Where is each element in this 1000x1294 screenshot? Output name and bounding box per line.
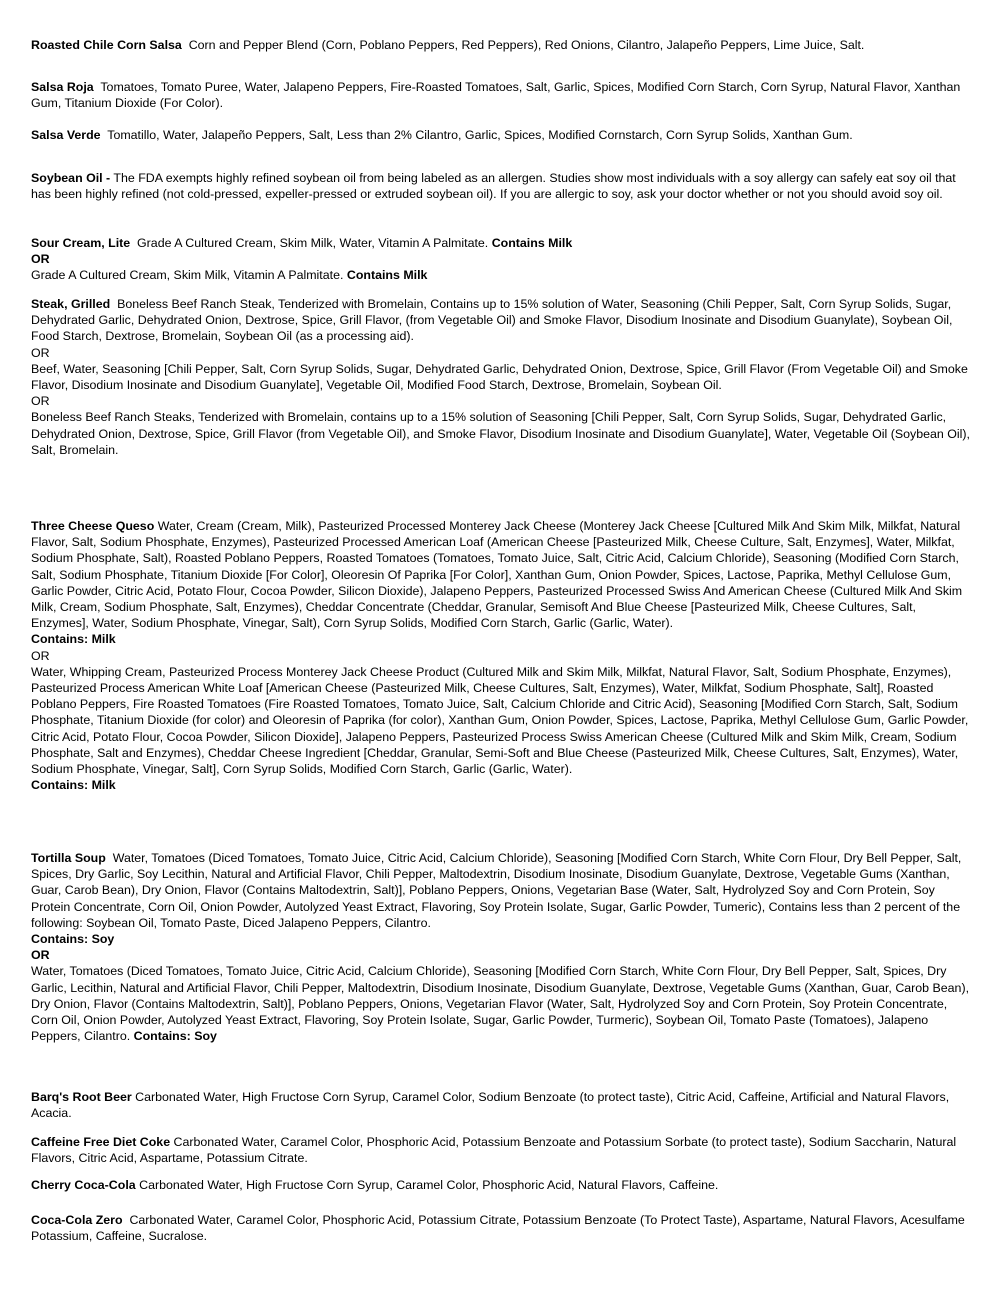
entry-tortilla-soup (31, 850, 971, 1044)
allergen-statement: Contains: Milk (31, 632, 116, 647)
or-separator: OR (31, 394, 50, 409)
entry-ingredients: Carbonated Water, Caramel Color, Phosphoric Acid, Potassium Citrate, Potassium Benzoate (To Protect Taste), Aspartame, Natural Flavors, Acesulfame Potassium, Caffeine, Sucralose. (31, 1213, 965, 1244)
entry-name: Soybean Oil - (31, 171, 111, 185)
entry-caffeine-free-diet-coke (31, 1134, 971, 1166)
allergen-statement: Contains: Milk (31, 778, 116, 793)
entry-sour-cream-lite (31, 235, 971, 284)
entry-three-cheese-queso (31, 518, 971, 793)
entry-ingredients: Beef, Water, Seasoning [Chili Pepper, Salt, Corn Syrup Solids, Sugar, Dehydrated Garlic, Dehydrated Onion, Dextrose, Spice, Grill Flavor (From Vegetable Oil) and Smoke Flavor, Disodium Inosinate and Disodium Guanylate], Vegetable Oil, Modified Food Starch, Dextrose, Bromelain, Soybean Oil. (31, 361, 968, 393)
entry-ingredients: Grade A Cultured Cream, Skim Milk, Vitamin A Palmitate. (31, 268, 344, 283)
entry-name: Steak, Grilled (31, 297, 111, 311)
allergen-statement: Contains Milk (346, 268, 428, 283)
entry-name: Sour Cream, Lite (31, 236, 131, 250)
entry-ingredients: Boneless Beef Ranch Steak, Tenderized with Bromelain, Contains up to 15% solution of Water, Seasoning (Chili Pepper, Salt, Corn Syrup Solids, Sugar, Dehydrated Garlic, Dehydrated Onion, Dextrose, Spice, Grill Flavor, (from Vegetable Oil) and Smoke Flavor, Disodium Inosinate and Disodium Guanylate), Soybean Oil, Food Starch, Dextrose, Bromelain, Soybean Oil (as a processing aid). (31, 297, 953, 344)
entry-barqs-root-beer (31, 1089, 971, 1121)
entry-soybean-oil (31, 170, 971, 202)
or-separator: OR (31, 648, 50, 663)
entry-ingredients: Tomatillo, Water, Jalapeño Peppers, Salt, Less than 2% Cilantro, Garlic, Spices, Modified Cornstarch, Corn Syrup Solids, Xanthan Gum. (107, 128, 853, 142)
entry-ingredients: Carbonated Water, High Fructose Corn Syrup, Caramel Color, Sodium Benzoate (to protect taste), Citric Acid, Caffeine, Artificial and Natural Flavors, Acacia. (31, 1090, 950, 1121)
entry-name: Roasted Chile Corn Salsa (31, 38, 182, 52)
entry-name: Cherry Coca-Cola (31, 1178, 136, 1192)
or-separator: OR (31, 948, 50, 963)
entry-roasted-chile-corn-salsa (31, 37, 971, 53)
entry-ingredients: Grade A Cultured Cream, Skim Milk, Water, Vitamin A Palmitate. (137, 236, 489, 250)
entry-cherry-coca-cola (31, 1177, 971, 1193)
allergen-statement: Contains: Soy (31, 932, 115, 947)
entry-ingredients: Water, Cream (Cream, Milk), Pasteurized Processed Monterey Jack Cheese (Monterey Jack Cheese [Cultured Milk And Skim Milk, Milkfat, Natural Flavor, Salt, Sodium Phosphate, Enzymes), Pasteurized Processed American Loaf (American Cheese [Pasteurized Milk, Cheese Culture, Salt, Enzymes], Water, Milkfat, Sodium Phosphate, Salt), Roasted Poblano Peppers, Roasted Tomatoes (Tomatoes, Tomato Juice, Salt, Citric Acid, Calcium Chloride), Seasoning (Modified Corn Starch, Salt, Sodium Phosphate, Titanium Dioxide [For Color], Oleoresin Of Paprika [For Color], Xanthan Gum, Onion Powder, Spices, Lactose, Paprika, Methyl Cellulose Gum, Garlic Powder, Citric Acid, Potato Flour, Cocoa Powder, Silicon Dioxide), Jalapeno Peppers, Pasteurized Processed Swiss And American Cheese (Cultured Milk And Skim Milk, Cream, Sodium Phosphate, Salt, Enzymes), Cheddar Concentrate (Cheddar, Granular, Semisoft And Blue Cheese [Pasteurized Milk, Cheese Cultures, Salt, Enzymes], Water, Sodium Phosphate, Vinegar, Salt), Corn Syrup Solids, Modified Corn Starch, Garlic (Garlic, Water). (31, 519, 963, 631)
entry-ingredients: Water, Whipping Cream, Pasteurized Process Monterey Jack Cheese Product (Cultured Milk and Skim Milk, Milkfat, Natural Flavor, Salt, Sodium Phosphate, Enzymes), Pasteurized Process American White Loaf [American Cheese (Pasteurized Milk, Cheese Cultures, Salt, Enzymes), Water, Milkfat, Sodium Phosphate, Salt], Roasted Poblano Peppers, Fire Roasted Tomatoes (Fire Roasted Tomatoes, Tomato Juice, Salt, Calcium Chloride and Citric Acid), Seasoning [Modified Corn Starch, Salt, Sodium Phosphate, Titanium Dioxide (for color) and Oleoresin of Paprika (for color), Xanthan Gum, Onion Powder, Spices, Lactose, Paprika, Methyl Cellulose Gum, Garlic Powder, Citric Acid, Potato Flour, Cocoa Powder, Silicon Dioxide], Jalapeno Peppers, Pasteurized Process Swiss American Cheese (Cultured Milk and Skim Milk, Cream, Sodium Phosphate, Salt and Enzymes), Cheddar Cheese Ingredient [Cheddar, Granular, Semi-Soft and Blue Cheese (Pasteurized Milk, Cheese Cultures, Salt, Enzymes), Water, Sodium Phosphate, Vinegar, Salt], Corn Syrup Solids, Modified Corn Starch, Garlic (Garlic, Water). (31, 664, 969, 777)
entry-text: The FDA exempts highly refined soybean oil from being labeled as an allergen. Studies show most individuals with a soy allergy can safely eat soy oil that has been highly refined (not cold-pressed, expeller-pressed or extruded soybean oil). If you are allergic to soy, ask your doctor whether or not you should avoid soy oil. (31, 171, 956, 202)
entry-ingredients: Carbonated Water, Caramel Color, Phosphoric Acid, Potassium Benzoate and Potassium Sorbate (to protect taste), Sodium Saccharin, Natural Flavors, Citric Acid, Aspartame, Potassium Citrate. (31, 1135, 957, 1166)
entry-ingredients: Tomatoes, Tomato Puree, Water, Jalapeno Peppers, Fire-Roasted Tomatoes, Salt, Garlic, Spices, Modified Corn Starch, Corn Syrup, Natural Flavor, Xanthan Gum, Titanium Dioxide (For Color). (31, 80, 961, 111)
entry-ingredients: Boneless Beef Ranch Steaks, Tenderized with Bromelain, contains up to a 15% solution of Seasoning [Chili Pepper, Salt, Corn Syrup Solids, Sugar, Dehydrated Garlic, Dehydrated Onion, Dextrose, Spice, Grill Flavor (from Vegetable Oil), and Smoke Flavor, Disodium Inosinate and Disodium Guanylate], Water, Vegetable Oil (Soybean Oil), Salt, Bromelain. (31, 410, 970, 457)
entry-name: Tortilla Soup (31, 851, 106, 865)
entry-name: Coca-Cola Zero (31, 1213, 123, 1227)
entry-ingredients: Corn and Pepper Blend (Corn, Poblano Peppers, Red Peppers), Red Onions, Cilantro, Jalapeño Peppers, Lime Juice, Salt. (188, 38, 865, 52)
entry-name: Caffeine Free Diet Coke (31, 1135, 171, 1149)
allergen-statement: Contains Milk (491, 236, 573, 250)
entry-name: Salsa Verde (31, 128, 101, 142)
entry-name: Three Cheese Queso (31, 519, 155, 533)
entry-steak-grilled (31, 296, 971, 458)
or-separator: OR (31, 252, 50, 267)
entry-ingredients: Water, Tomatoes (Diced Tomatoes, Tomato Juice, Citric Acid, Calcium Chloride), Seasoning [Modified Corn Starch, White Corn Flour, Dry Bell Pepper, Salt, Spices, Dry Garlic, Lecithin, Natural and Artificial Flavor, Chili Pepper, Maltodextrin, Disodium Inosinate, Disodium Guanylate, Dextrose, Vegetable Gums (Xanthan, Guar, Carob Bean), Dry Onion, Flavor (Contains Maltodextrin, Salt)], Poblano Peppers, Onions, Vegetarian Flavor (Water, Salt, Hydrolyzed Soy and Corn Protein, Soy Protein Concentrate, Corn Oil, Onion Powder, Autolyzed Yeast Extract, Flavoring, Soy Protein Isolate, Sugar, Garlic Powder, Turmeric), Soybean Oil, Tomato Paste (Tomatoes), Jalapeno Peppers, Cilantro. (31, 964, 970, 1044)
entry-ingredients: Water, Tomatoes (Diced Tomatoes, Tomato Juice, Citric Acid, Calcium Chloride), Seasoning [Modified Corn Starch, White Corn Flour, Dry Bell Pepper, Salt, Spices, Dry Garlic, Soy Lecithin, Natural and Artificial Flavor, Chili Pepper, Maltodextrin, Disodium Inosinate, Disodium Guanylate, Dextrose, Vegetable Gums (Xanthan, Guar, Carob Bean), Dry Onion, Flavor (Contains Maltodextrin, Salt)], Poblano Peppers, Onions, Vegetarian Base (Water, Salt, Hydrolyzed Soy and Corn Protein, Soy Protein Concentrate, Corn Oil, Onion Powder, Autolyzed Yeast Extract, Flavoring, Soy Protein Isolate, Sugar, Garlic Powder, Tumeric), Contains less than 2 percent of the following: Soybean Oil, Tomato Paste, Diced Jalapeno Peppers, Cilantro. (31, 851, 962, 930)
or-separator: OR (31, 345, 50, 360)
entry-name: Barq's Root Beer (31, 1090, 132, 1104)
entry-coca-cola-zero (31, 1212, 971, 1244)
entry-ingredients: Carbonated Water, High Fructose Corn Syrup, Caramel Color, Phosphoric Acid, Natural Flavors, Caffeine. (139, 1178, 719, 1192)
entry-salsa-roja (31, 79, 971, 111)
entry-name: Salsa Roja (31, 80, 94, 94)
entry-salsa-verde (31, 127, 971, 143)
allergen-statement: Contains: Soy (133, 1029, 217, 1044)
